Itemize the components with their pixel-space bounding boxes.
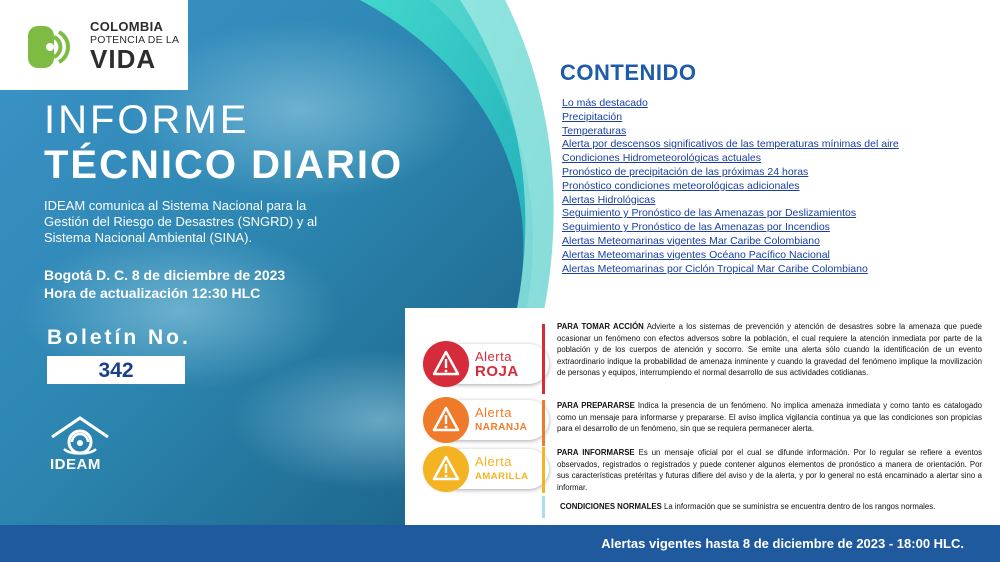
bulletin-number: 342 xyxy=(47,356,185,384)
contents-link[interactable]: Alerta por descensos significativos de las temperaturas mínimas del aire xyxy=(562,138,899,151)
alert-badge-roja xyxy=(425,344,549,384)
contents-list xyxy=(562,97,899,276)
bulletin-label: Boletín No. xyxy=(47,326,191,349)
report-description: IDEAM comunica al Sistema Nacional para la Gestión del Riesgo de Desastres (SNGRD) y al Sistema Nacional Ambiental (SINA). xyxy=(44,198,318,245)
ideam-logo-icon xyxy=(50,415,110,457)
contents-title: CONTENIDO xyxy=(560,60,697,85)
alert-heading-roja: PARA TOMAR ACCIÓN xyxy=(557,322,644,331)
alert-text-naranja xyxy=(557,400,982,435)
alert-text-roja xyxy=(557,321,982,379)
contents-link[interactable]: Temperaturas xyxy=(562,124,627,137)
alert-text-normal xyxy=(560,501,985,513)
alert-level-roja: ROJA xyxy=(475,363,519,380)
alert-bar-roja xyxy=(542,324,545,394)
warning-icon xyxy=(423,446,469,492)
report-date: Bogotá D. C. 8 de diciembre de 2023 xyxy=(44,267,286,283)
contents-link[interactable]: Seguimiento y Pronóstico de las Amenazas por Deslizamientos xyxy=(562,207,857,220)
alert-text-amarilla xyxy=(557,447,982,493)
alert-body-normal: La información que se suministra se encuentra dentro de los rangos normales. xyxy=(663,502,936,511)
alert-heading-amarilla: PARA INFORMARSE xyxy=(557,448,635,457)
alert-body-naranja: Indica la presencia de un fenómeno. No implica amenaza inmediata y como tanto es catalogado como un mensaje para informarse y prepararse. El aviso implica vigilancia continua ya que las condiciones son propicias para el desarrollo de un fenómeno, sin que se requiera permanecer alerta. xyxy=(557,401,983,434)
report-update-time: Hora de actualización 12:30 HLC xyxy=(44,285,261,301)
contents-link[interactable]: Alertas Hidrológicas xyxy=(562,193,656,206)
ideam-logo-text: IDEAM xyxy=(50,456,101,473)
alert-bar-amarilla xyxy=(542,447,545,493)
logo-line2: POTENCIA DE LA xyxy=(90,34,180,46)
warning-icon xyxy=(423,341,469,387)
alert-word-naranja: Alerta xyxy=(475,405,512,420)
alert-word-roja: Alerta xyxy=(475,349,512,364)
report-title-line2: TÉCNICO DIARIO xyxy=(44,143,404,187)
alert-bar-normal xyxy=(542,496,545,518)
alert-body-roja: Advierte a los sistemas de prevención y atención de desastres sobre la amenaza que puede ocasionar un fenómeno con efectos adversos sobre la población, el cual requiere la atención inmediata por parte de la población y de los cuerpos de atención y socorro. Se emite una alerta sólo cuando la identificación de un evento extraordinario indique la probabilidad de amenaza inminente y cuando la gravedad del fenómeno implique la movilización de personas y equipos, interrumpiendo el normal desarrollo de sus actividades cotidianas. xyxy=(557,322,982,378)
alert-badge-amarilla xyxy=(425,449,549,489)
warning-icon xyxy=(423,397,469,443)
alert-heading-normal: CONDICIONES NORMALES xyxy=(560,502,662,511)
contents-link[interactable]: Alertas Meteomarinas vigentes Océano Pacífico Nacional xyxy=(562,248,830,261)
alert-heading-naranja: PARA PREPARARSE xyxy=(557,401,635,410)
contents-link[interactable]: Pronóstico de precipitación de las próximas 24 horas xyxy=(562,165,809,178)
alert-word-amarilla: Alerta xyxy=(475,454,512,469)
colombia-logo-icon xyxy=(26,24,72,70)
alert-level-naranja: NARANJA xyxy=(475,422,528,433)
contents-link[interactable]: Pronóstico condiciones meteorológicas adicionales xyxy=(562,179,800,192)
footer-banner xyxy=(0,525,1000,562)
logo-line1: COLOMBIA xyxy=(90,19,164,34)
alert-body-amarilla: Es un mensaje oficial por el cual se difunde información. Por lo regular se refiere a eventos observados, registrados o registrados y puede contener algunos elementos de pronóstico a manera de orientación. Por sus características pretéritas y futuras difiere del aviso y de la alerta, y por lo general no está encaminado a alertar sino a informar. xyxy=(557,448,982,492)
alert-legend-panel xyxy=(405,308,1000,525)
logo-line3: VIDA xyxy=(90,44,157,74)
contents-link[interactable]: Alertas Meteomarinas vigentes Mar Caribe Colombiano xyxy=(562,234,820,247)
alert-bar-naranja xyxy=(542,400,545,446)
report-title-line1: INFORME xyxy=(44,98,250,142)
contents-link[interactable]: Alertas Meteomarinas por Ciclón Tropical Mar Caribe Colombiano xyxy=(562,262,868,275)
contents-link[interactable]: Lo más destacado xyxy=(562,97,648,109)
colombia-logo xyxy=(0,0,188,90)
footer-text: Alertas vigentes hasta 8 de diciembre de 2023 - 18:00 HLC. xyxy=(601,536,964,551)
alert-badge-naranja xyxy=(425,400,549,440)
alert-level-amarilla: AMARILLA xyxy=(475,471,529,482)
contents-link[interactable]: Seguimiento y Pronóstico de las Amenazas por Incendios xyxy=(562,221,830,234)
contents-link[interactable]: Condiciones Hidrometeorológicas actuales xyxy=(562,152,762,165)
contents-link[interactable]: Precipitación xyxy=(562,110,623,123)
